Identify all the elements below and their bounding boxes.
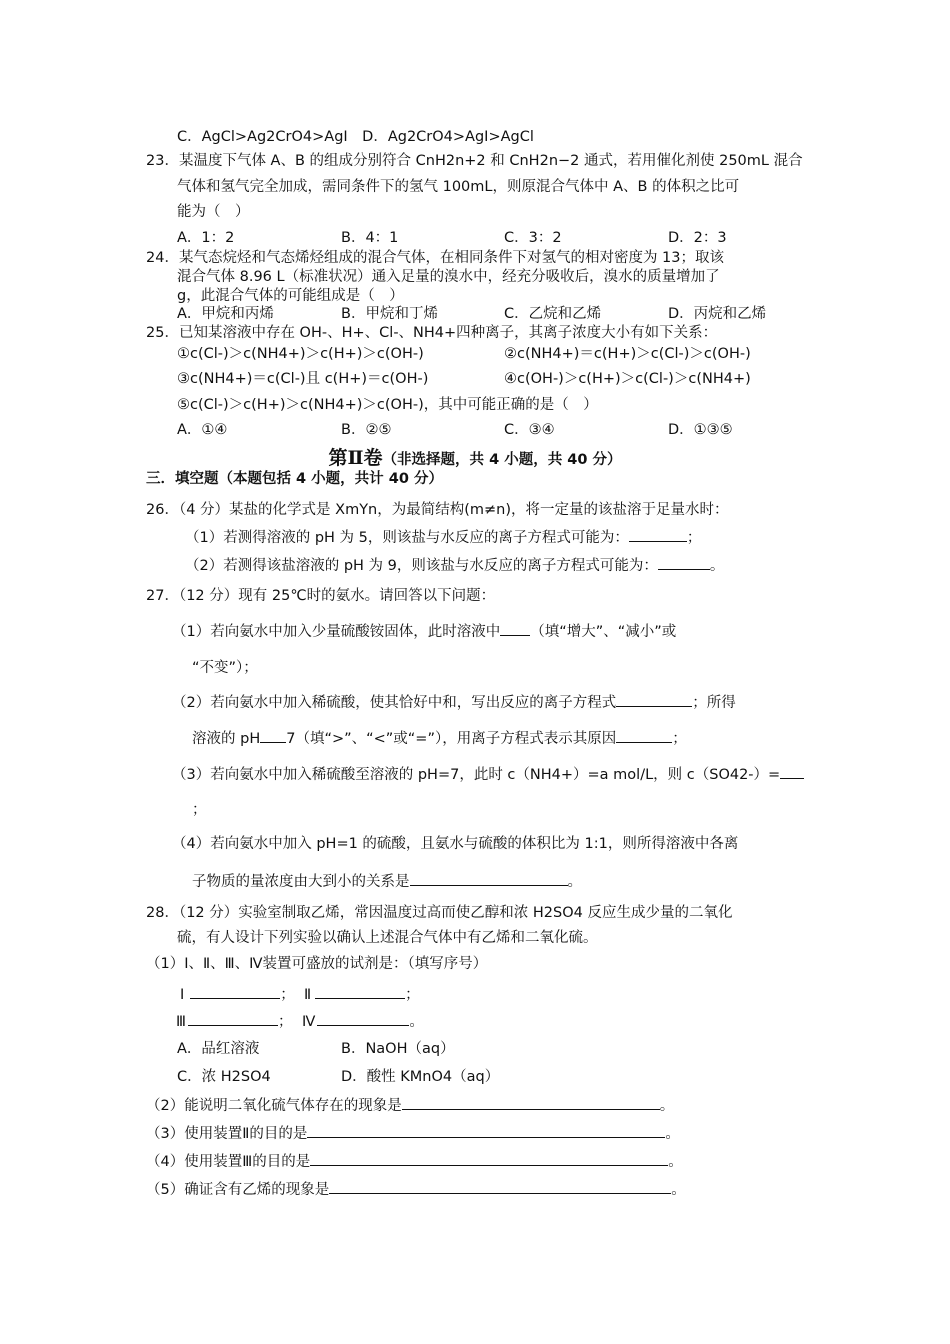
q28-part1: （1）Ⅰ、Ⅱ、Ⅲ、Ⅳ装置可盛放的试剂是：（填写序号） bbox=[146, 956, 488, 972]
q26-part1-end: ； bbox=[686, 530, 702, 546]
q25-line1: 25．已知某溶液中存在 OH-、H+、Cl-、NH4+四种离子，其离子浓度大小有如下关系： bbox=[146, 325, 718, 341]
q27-part3-text: （3）若向氨水中加入稀硫酸至溶液的 pH=7，此时 c（NH4+）=a mol/L，则 c（SO42-）= bbox=[172, 767, 781, 783]
q28-part5-text: （5）确证含有乙烯的现象是 bbox=[146, 1182, 330, 1198]
q24-line3: g，此混合气体的可能组成是（ ） bbox=[177, 288, 404, 304]
q28-reagent-row1 bbox=[180, 984, 295, 1005]
q27-part3-blank[interactable] bbox=[780, 764, 804, 779]
q27-part2-blank2[interactable] bbox=[260, 728, 286, 743]
q25-relation-5: ⑤c(Cl-)＞c(H+)＞c(NH4+)＞c(OH-)，其中可能正确的是（ ） bbox=[177, 397, 598, 413]
q28-reagent-row1b bbox=[304, 984, 420, 1005]
q25-option-b: B．②⑤ bbox=[341, 422, 392, 438]
q26-part2-blank[interactable] bbox=[658, 555, 710, 570]
q28-blank-i[interactable] bbox=[190, 984, 280, 999]
q23-line1: 23．某温度下气体 A、B 的组成分别符合 CnH2n+2 和 CnH2n−2 通式，若用催化剂使 250mL 混合 bbox=[146, 153, 803, 169]
q27-part2-text3: 溶液的 pH bbox=[192, 731, 261, 747]
q27-part2-blank3[interactable] bbox=[616, 728, 672, 743]
q28-stem-line1: 28．（12 分）实验室制取乙烯，常因温度过高而使乙醇和浓 H2SO4 反应生成少量的二氧化 bbox=[146, 905, 733, 921]
q23-line2: 气体和氢气完全加成，需同条件下的氢气 100mL，则原混合气体中 A、B 的体积之比可 bbox=[177, 179, 740, 195]
q28-part3-end: 。 bbox=[665, 1126, 680, 1142]
q26-part1-text: （1）若测得溶液的 pH 为 5，则该盐与水反应的离子方程式可能为： bbox=[185, 530, 629, 546]
q23-option-a: A．1：2 bbox=[177, 230, 235, 246]
q28-option-d: D．酸性 KMnO4（aq） bbox=[341, 1069, 500, 1085]
q25-relation-3: ③c(NH4+)＝c(Cl-)且 c(H+)＝c(OH-) bbox=[177, 371, 429, 387]
q28-part4-text: （4）使用装置Ⅲ的目的是 bbox=[146, 1154, 311, 1170]
q28-option-b: B．NaOH（aq） bbox=[341, 1041, 455, 1057]
q27-part3-end: ； bbox=[192, 802, 207, 818]
q27-part2-end: ； bbox=[672, 731, 687, 747]
q27-part4-cont bbox=[192, 871, 582, 892]
q24-option-d: D．丙烷和乙烯 bbox=[668, 306, 767, 322]
q23-option-b: B．4：1 bbox=[341, 230, 399, 246]
q27-part2-cont bbox=[192, 728, 687, 749]
q28-stem-line2: 硫，有人设计下列实验以确认上述混合气体中有乙烯和二氧化硫。 bbox=[177, 930, 598, 946]
q28-part2-blank[interactable] bbox=[402, 1095, 660, 1110]
q27-part1-text2: （填“增大”、“减小”或 bbox=[530, 624, 677, 640]
q23-line3: 能为（ ） bbox=[177, 204, 250, 220]
q28-option-c: C．浓 H2SO4 bbox=[177, 1069, 271, 1085]
q22-options-cd: C．AgCl>Ag2CrO4>AgI D．Ag2CrO4>AgI>AgCl bbox=[177, 129, 534, 145]
q28-part4-blank[interactable] bbox=[310, 1151, 668, 1166]
q28-sep-2: ； bbox=[405, 987, 420, 1003]
q27-part4-end: 。 bbox=[567, 874, 582, 890]
q28-label-iv: Ⅳ bbox=[302, 1014, 316, 1030]
q26-part2-end: 。 bbox=[709, 558, 725, 574]
q27-part4-text: 子物质的量浓度由大到小的关系是 bbox=[192, 874, 410, 890]
q23-option-d: D．2：3 bbox=[668, 230, 727, 246]
q28-option-a: A．品红溶液 bbox=[177, 1041, 260, 1057]
q28-part4-end: 。 bbox=[668, 1154, 683, 1170]
q28-sep-3: ； bbox=[278, 1014, 293, 1030]
q24-option-b: B．甲烷和丁烯 bbox=[341, 306, 438, 322]
q26-part1 bbox=[185, 527, 701, 548]
q24-option-a: A．甲烷和丙烯 bbox=[177, 306, 274, 322]
section-2-title: 第Ⅱ卷 bbox=[328, 447, 383, 469]
q28-part4 bbox=[146, 1151, 683, 1172]
q26-part2-text: （2）若测得该盐溶液的 pH 为 9，则该盐与水反应的离子方程式可能为： bbox=[185, 558, 658, 574]
q27-part2-blank1[interactable] bbox=[616, 692, 692, 707]
q25-option-c: C．③④ bbox=[504, 422, 555, 438]
q27-part4-blank[interactable] bbox=[410, 871, 568, 886]
q28-reagent-row2 bbox=[176, 1011, 293, 1032]
q28-part5-end: 。 bbox=[671, 1182, 686, 1198]
q28-sep-1: ； bbox=[280, 987, 295, 1003]
q28-part5 bbox=[146, 1179, 686, 1200]
q28-end-1: 。 bbox=[409, 1014, 424, 1030]
section-2-heading bbox=[0, 443, 950, 470]
section-2-subtitle: （非选择题，共 4 小题，共 40 分） bbox=[382, 452, 622, 468]
q26-part1-blank[interactable] bbox=[629, 527, 687, 542]
q27-part1-text: （1）若向氨水中加入少量硫酸铵固体，此时溶液中 bbox=[172, 624, 501, 640]
q27-part4: （4）若向氨水中加入 pH=1 的硫酸，且氨水与硫酸的体积比为 1:1，则所得溶液中各离 bbox=[172, 836, 739, 852]
q24-line1: 24．某气态烷烃和气态烯烃组成的混合气体，在相同条件下对氢气的相对密度为 13；取该 bbox=[146, 250, 725, 266]
q27-part1 bbox=[172, 621, 676, 642]
q28-blank-iv[interactable] bbox=[317, 1011, 409, 1026]
q28-part2-end: 。 bbox=[659, 1098, 675, 1114]
q27-part2-text4: 7（填“>”、“<”或“=”），用离子方程式表示其原因 bbox=[286, 731, 617, 747]
q27-part2-text: （2）若向氨水中加入稀硫酸，使其恰好中和，写出反应的离子方程式 bbox=[172, 695, 617, 711]
q26-stem: 26．（4 分）某盐的化学式是 XmYn，为最简结构(m≠n)，将一定量的该盐溶于足量水时： bbox=[146, 502, 729, 518]
q26-part2 bbox=[185, 555, 724, 576]
q28-label-iii: Ⅲ bbox=[176, 1014, 186, 1030]
q28-part2-text: （2）能说明二氧化硫气体存在的现象是 bbox=[146, 1098, 402, 1114]
q24-option-c: C．乙烷和乙烯 bbox=[504, 306, 602, 322]
q25-option-d: D．①③⑤ bbox=[668, 422, 733, 438]
q24-line2: 混合气体 8.96 L（标准状况）通入足量的溴水中，经充分吸收后，溴水的质量增加了 bbox=[177, 269, 720, 285]
q28-part3 bbox=[146, 1123, 680, 1144]
part-3-heading: 三．填空题（本题包括 4 小题，共计 40 分） bbox=[146, 471, 443, 487]
q27-part1-blank[interactable] bbox=[500, 621, 530, 636]
q27-part2 bbox=[172, 692, 736, 713]
q28-label-ii: Ⅱ bbox=[304, 987, 312, 1003]
q25-option-a: A．①④ bbox=[177, 422, 228, 438]
q28-part3-text: （3）使用装置Ⅱ的目的是 bbox=[146, 1126, 308, 1142]
q28-part2 bbox=[146, 1095, 674, 1116]
q25-relation-2: ②c(NH4+)＝c(H+)＞c(Cl-)＞c(OH-) bbox=[504, 346, 751, 362]
q28-part5-blank[interactable] bbox=[329, 1179, 671, 1194]
q28-part3-blank[interactable] bbox=[307, 1123, 665, 1138]
q25-relation-4: ④c(OH-)＞c(H+)＞c(Cl-)＞c(NH4+) bbox=[504, 371, 751, 387]
q28-reagent-row2b bbox=[302, 1011, 424, 1032]
q27-part1-cont: “不变”）； bbox=[192, 660, 258, 676]
q27-part2-text2: ；所得 bbox=[692, 695, 736, 711]
q27-part3 bbox=[172, 764, 804, 785]
q27-stem: 27．（12 分）现有 25℃时的氨水。请回答以下问题： bbox=[146, 588, 496, 604]
q28-label-i: Ⅰ bbox=[180, 987, 185, 1003]
q25-relation-1: ①c(Cl-)＞c(NH4+)＞c(H+)＞c(OH-) bbox=[177, 346, 424, 362]
q23-option-c: C．3：2 bbox=[504, 230, 562, 246]
q28-blank-ii[interactable] bbox=[315, 984, 405, 999]
q28-blank-iii[interactable] bbox=[188, 1011, 278, 1026]
